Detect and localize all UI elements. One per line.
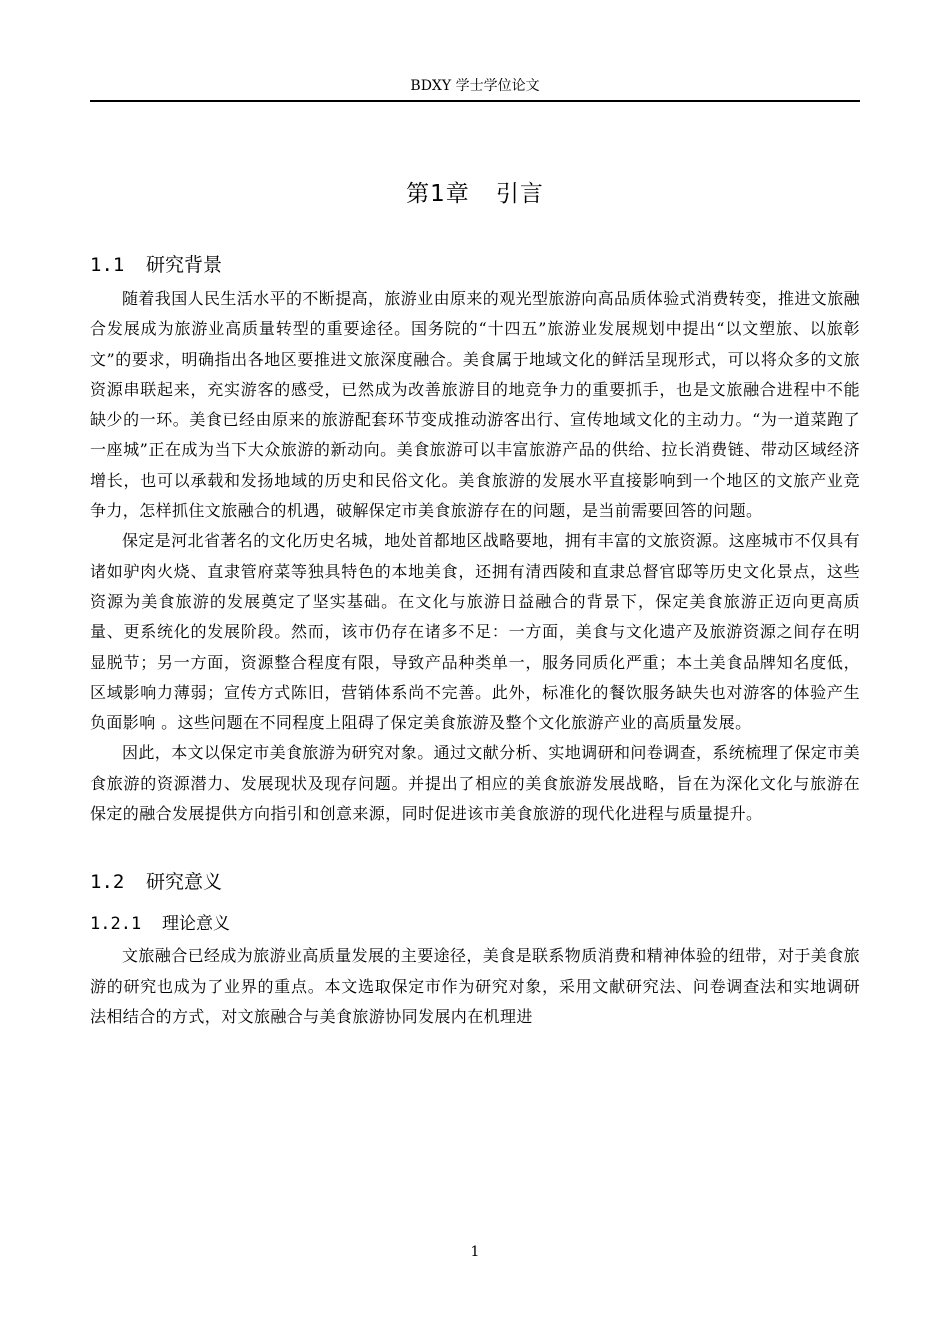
running-header: BDXY 学士学位论文 [410,78,540,94]
section-heading-1-1 [90,250,860,280]
body-paragraph: 文旅融合已经成为旅游业高质量发展的主要途径，美食是联系物质消费和精神体验的纽带，对于美食旅游的研究也成为了业界的重点。本文选取保定市作为研究对象，采用文献研究法、问卷调查法和实地调研法相结合的方式，对文旅融合与美食旅游协同发展内在机理进 [90,946,861,1026]
subsection-heading-1-2-1 [90,909,860,939]
chapter-number: 第1章 [406,181,470,207]
chapter-title [90,176,860,212]
section-title: 研究背景 [146,254,223,276]
section-heading-1-2 [90,867,860,897]
chapter-title-text: 引言 [495,181,544,207]
section-title: 研究意义 [146,871,223,894]
section-number: 1.2 [90,871,125,894]
section-number: 1.1 [90,254,125,276]
header-rule [90,100,860,102]
body-paragraph: 因此，本文以保定市美食旅游为研究对象。通过文献分析、实地调研和问卷调查，系统梳理了保定市美食旅游的资源潜力、发展现状及现存问题。并提出了相应的美食旅游发展战略，旨在为深化文化与旅游在保定的融合发展提供方向指引和创意来源，同时促进该市美食旅游的现代化进程与质量提升。 [90,743,861,824]
subsection-number: 1.2.1 [90,914,142,935]
subsection-title: 理论意义 [162,914,230,935]
page-number: 1 [470,1244,480,1260]
body-paragraph: 随着我国人民生活水平的不断提高，旅游业由原来的观光型旅游向高品质体验式消费转变，推进文旅融合发展成为旅游业高质量转型的重要途径。国务院的“十四五”旅游业发展规划中提出“以文塑旅、以旅彰文”的要求，明确指出各地区要推进文旅深度融合。美食属于地域文化的鲜活呈现形式，可以将众多的文旅资源串联起来，充实游客的感受，已然成为改善旅游目的地竞争力的重要抓手，也是文旅融合进程中不能缺少的一环。美食已经由原来的旅游配套环节变成推动游客出行、宣传地域文化的主动力。“为一道菜跑了一座城”正在成为当下大众旅游的新动向。美食旅游可以丰富旅游产品的供给、拉长消费链、带动区域经济增长，也可以承载和发扬地域的历史和民俗文化。美食旅游的发展水平直接影响到一个地区的文旅产业竞争力，怎样抓住文旅融合的机遇，破解保定市美食旅游存在的问题，是当前需要回答的问题。 [90,289,861,521]
body-paragraph: 保定是河北省著名的文化历史名城，地处首都地区战略要地，拥有丰富的文旅资源。这座城市不仅具有诸如驴肉火烧、直隶管府菜等独具特色的本地美食，还拥有清西陵和直隶总督官邸等历史文化景点，这些资源为美食旅游的发展奠定了坚实基础。在文化与旅游日益融合的背景下，保定美食旅游正迈向更高质量、更系统化的发展阶段。然而，该市仍存在诸多不足：一方面，美食与文化遗产及旅游资源之间存在明显脱节；另一方面，资源整合程度有限，导致产品种类单一，服务同质化严重；本土美食品牌知名度低，区域影响力薄弱；宣传方式陈旧，营销体系尚不完善。此外，标准化的餐饮服务缺失也对游客的体验产生负面影响 。这些问题在不同程度上阻碍了保定美食旅游及整个文化旅游产业的高质量发展。 [90,531,861,733]
page-content [90,176,860,1032]
